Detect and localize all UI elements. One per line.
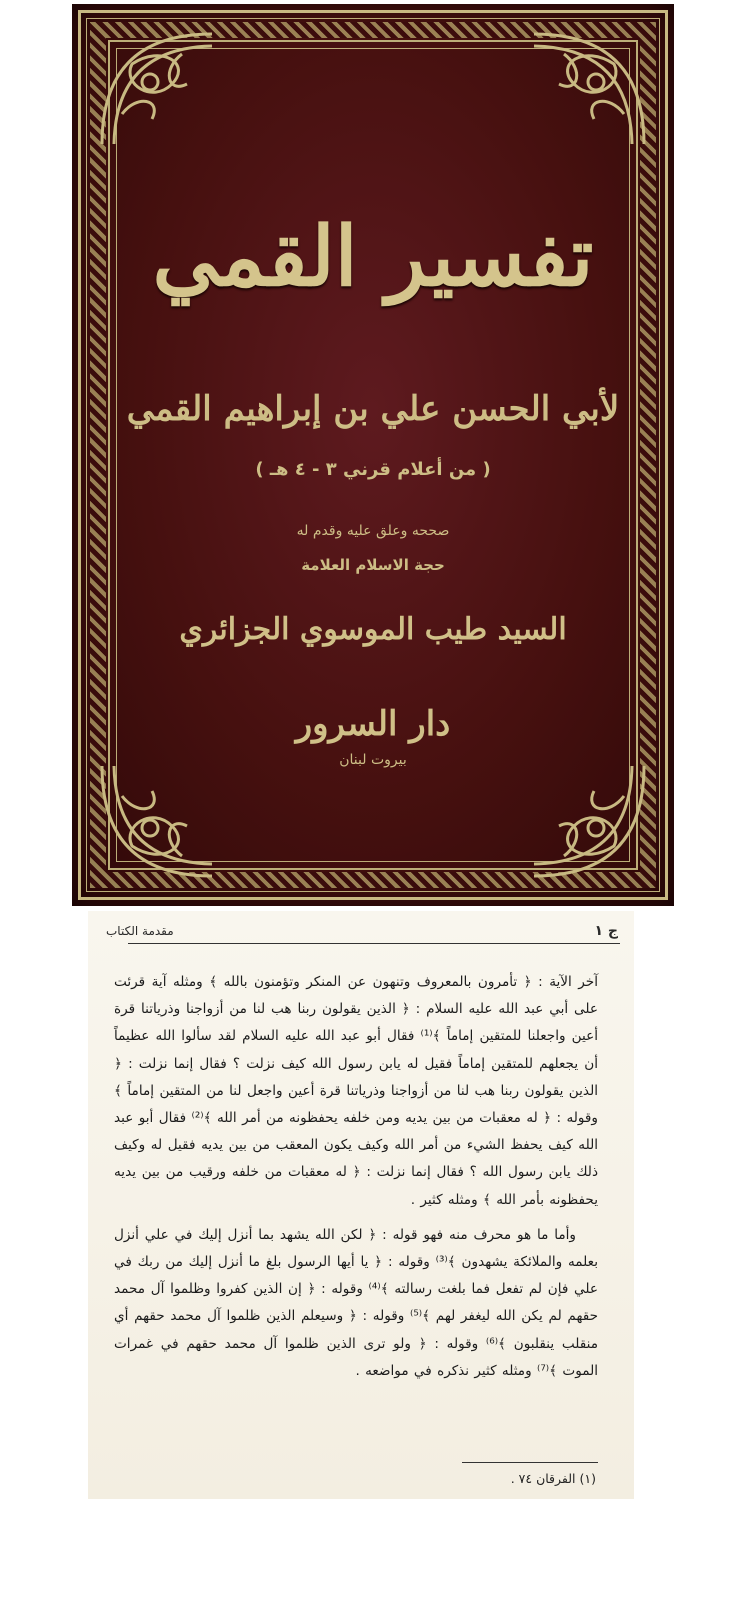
- book-title: تفسير القمي: [152, 209, 594, 305]
- editor-title: حجة الاسلام العلامة: [301, 556, 445, 574]
- page-header: [102, 919, 620, 941]
- paragraph: آخر الآية : ﴿ تأمرون بالمعروف وتنهون عن المنكر وتؤمنون بالله ﴾ ومثله آية قرئت على أبي عبد الله عليه السلام : ﴿ الذين يقولون ربنا هب لنا من أزواجنا وذرياتنا قرة أعين واجعلنا للمتقين إماماً ﴾⁽¹⁾ فقال أبو عبد الله عليه السلام لقد سألوا الله عظيماً أن يجعلهم للمتقين إماماً فقيل له يابن رسول الله كيف نزلت ؟ فقال إنما نزلت : ﴿ الذين يقولون ربنا هب لنا من أزواجنا وذرياتنا قرة أعين واجعل لنا من المتقين إماماً ﴾ وقوله : ﴿ له معقبات من بين يديه ومن خلفه يحفظونه من أمر الله ﴾⁽²⁾ فقال أبو عبد الله كيف يحفظ الشيء من أمر الله وكيف يكون المعقب من بين يديه فقيل له وكيف ذلك يابن رسول الله ؟ فقال إنما نزلت : ﴿ له معقبات من خلفه ورقيب من بين يديه يحفظونه بأمر الله ﴾ ومثله كثير .: [114, 974, 598, 1208]
- editor-intro: صححه وعلق عليه وقدم له: [296, 523, 450, 539]
- section-title: مقدمة الكتاب: [106, 924, 174, 938]
- footnote-divider: [462, 1462, 598, 1463]
- footnote: (١) الفرقان ٧٤ .: [510, 1471, 596, 1486]
- book-cover: [72, 4, 674, 906]
- volume-number: ج ١: [594, 923, 618, 939]
- paragraph: وأما ما هو محرف منه فهو قوله : ﴿ لكن الله يشهد بما أنزل إليك في علي أنزل بعلمه والملائكة يشهدون ﴾⁽³⁾ وقوله : ﴿ يا أيها الرسول بلغ ما أنزل إليك من ربك في علي فإن لم تفعل فما بلغت رسالته ﴾⁽⁴⁾ وقوله : ﴿ إن الذين كفروا وظلموا آل محمد حقهم لم يكن الله ليغفر لهم ﴾⁽⁵⁾ وقوله : ﴿ وسيعلم الذين ظلموا آل محمد حقهم أي منقلب ينقلبون ﴾⁽⁶⁾ وقوله : ﴿ ولو ترى الذين ظلموا آل محمد حقهم في غمرات الموت ﴾⁽⁷⁾ ومثله كثير نذكره في مواضعه .: [114, 1226, 599, 1379]
- book-page: [88, 911, 634, 1499]
- corner-ornament-icon: [524, 24, 654, 154]
- author-name: لأبي الحسن علي بن إبراهيم القمي: [126, 389, 620, 429]
- publisher-city: بيروت لبنان: [339, 752, 407, 768]
- author-era: ( من أعلام قرني ٣ - ٤ هـ ): [255, 459, 491, 480]
- corner-ornament-icon: [524, 756, 654, 886]
- corner-ornament-icon: [92, 756, 222, 886]
- editor-name: السيد طيب الموسوي الجزائري: [179, 612, 567, 647]
- corner-ornament-icon: [92, 24, 222, 154]
- publisher-name: دار السرور: [295, 704, 451, 744]
- page-body: [114, 969, 598, 1385]
- header-divider: [128, 943, 620, 944]
